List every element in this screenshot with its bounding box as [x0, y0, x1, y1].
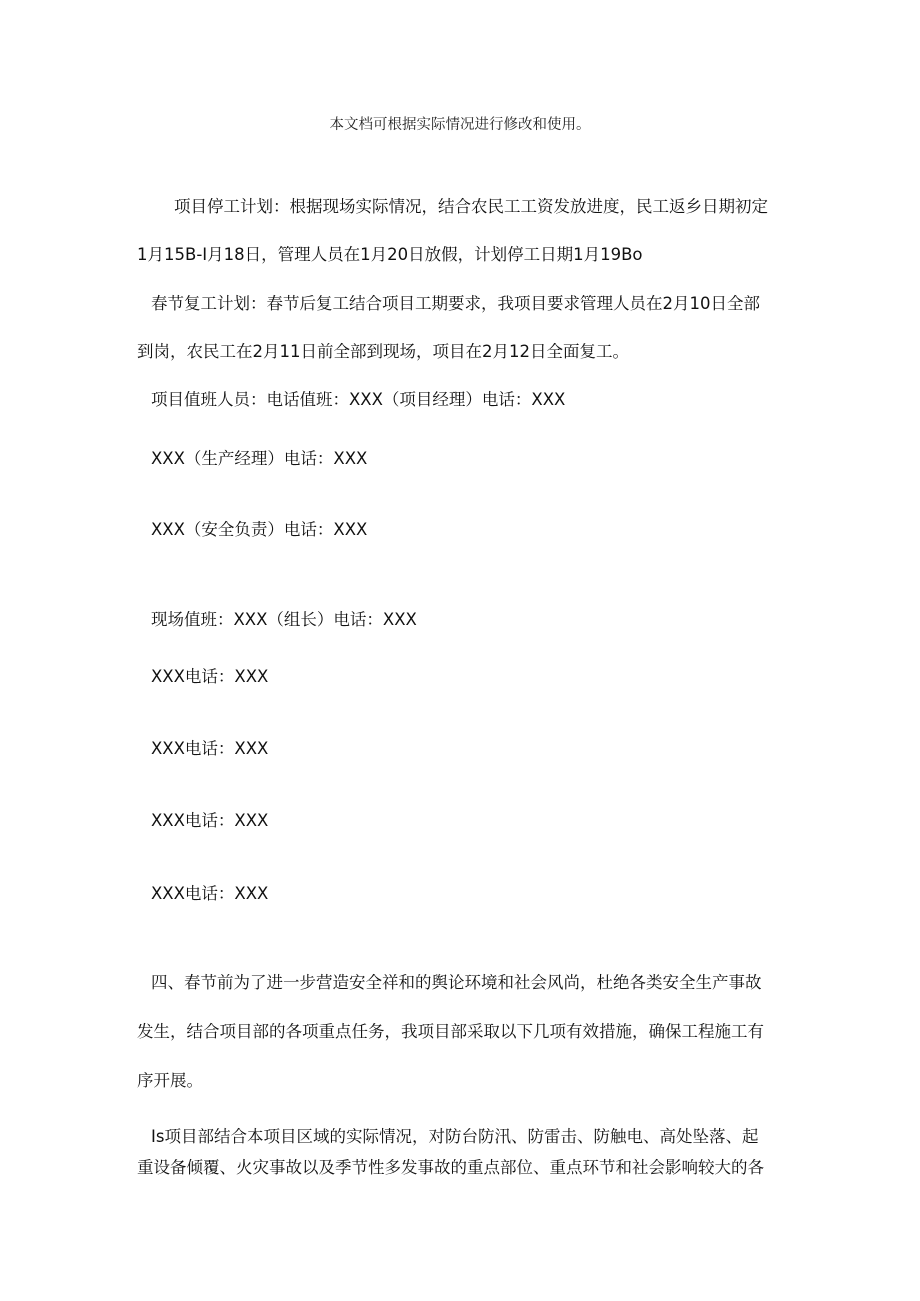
- duty-line-2: XXX（生产经理）电话：XXX: [151, 449, 368, 468]
- resume-plan-line-2: 到岗，农民工在2月11日前全部到现场，项目在2月12日全面复工。: [137, 342, 629, 361]
- item-1-line-1: Is项目部结合本项目区域的实际情况，对防台防汛、防雷击、防触电、高处坠落、起: [151, 1127, 759, 1146]
- stop-plan-line-2: 1月15B-I月18日，管理人员在1月20日放假，计划停工日期1月19Bo: [137, 245, 643, 264]
- stop-plan-line-1: 项目停工计划：根据现场实际情况，结合农民工工资发放进度，民工返乡日期初定: [174, 197, 768, 216]
- section-4-line-3: 序开展。: [137, 1071, 203, 1090]
- site-duty-line-1: 现场值班：XXX（组长）电话：XXX: [151, 610, 417, 629]
- section-4-line-1: 四、春节前为了进一步营造安全祥和的舆论环境和社会风尚，杜绝各类安全生产事故: [151, 973, 762, 992]
- resume-plan-line-1: 春节复工计划：春节后复工结合项目工期要求，我项目要求管理人员在2月10日全部: [151, 294, 760, 313]
- header-note: 本文档可根据实际情况进行修改和使用。: [329, 117, 591, 133]
- duty-line-1: 项目值班人员：电话值班：XXX（项目经理）电话：XXX: [151, 390, 566, 409]
- site-duty-line-5: XXX电话：XXX: [151, 884, 269, 903]
- duty-line-3: XXX（安全负责）电话：XXX: [151, 520, 368, 539]
- site-duty-line-2: XXX电话：XXX: [151, 667, 269, 686]
- site-duty-line-4: XXX电话：XXX: [151, 811, 269, 830]
- section-4-line-2: 发生，结合项目部的各项重点任务，我项目部采取以下几项有效措施，确保工程施工有: [137, 1022, 764, 1041]
- site-duty-line-3: XXX电话：XXX: [151, 739, 269, 758]
- item-1-line-2: 重设备倾覆、火灾事故以及季节性多发事故的重点部位、重点环节和社会影响较大的各: [137, 1158, 764, 1177]
